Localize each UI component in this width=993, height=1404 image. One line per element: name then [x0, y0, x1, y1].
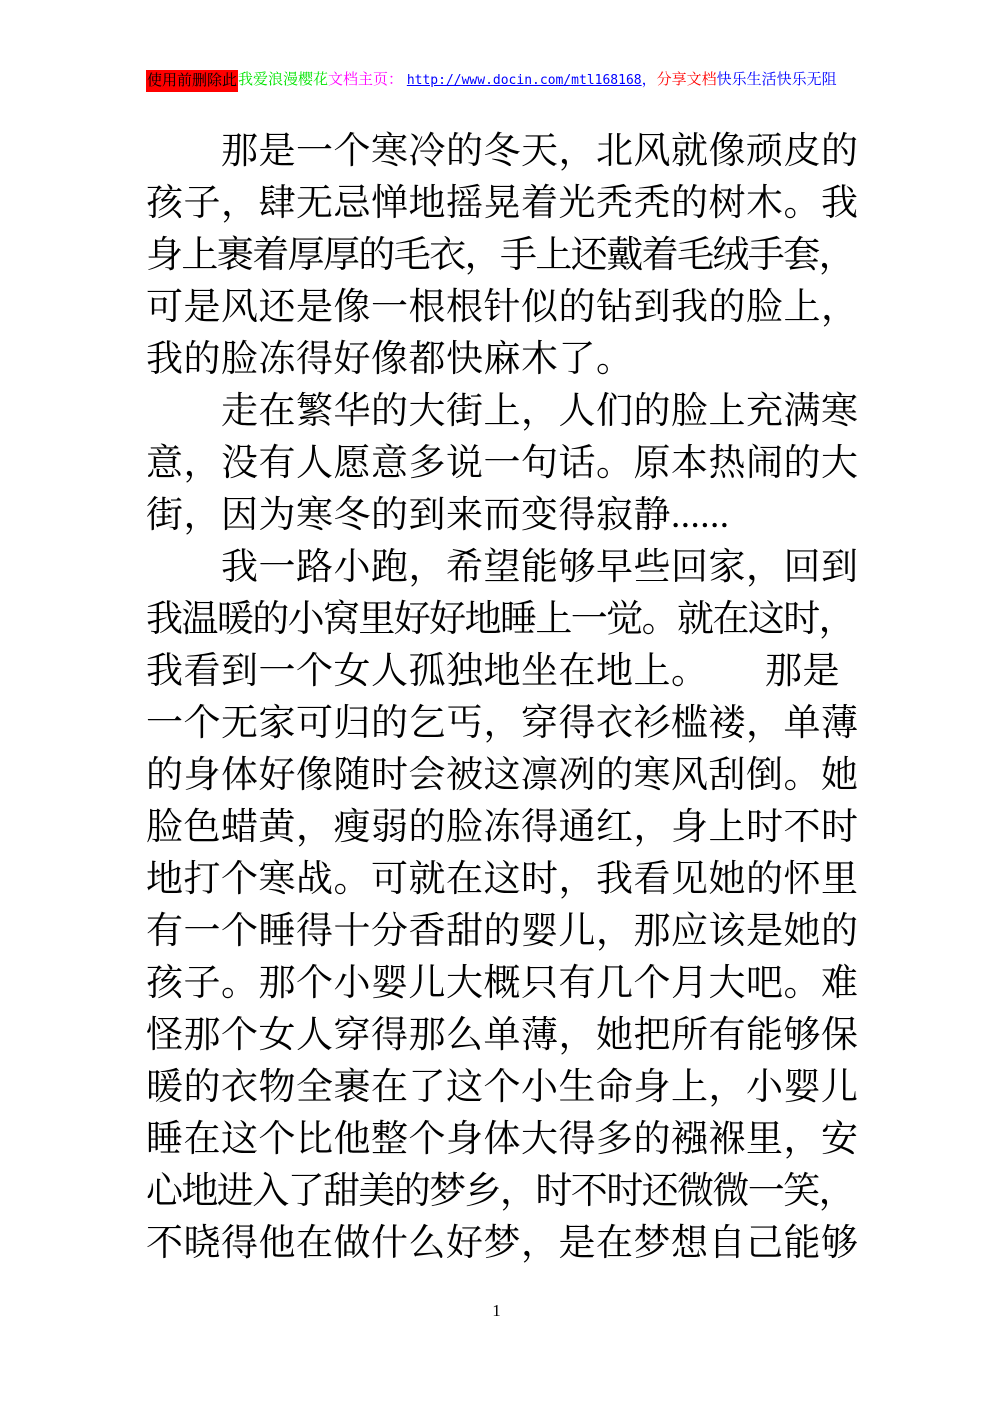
slogan: 快乐生活快乐无阻 [716, 72, 837, 88]
comma-separator: ， [641, 72, 657, 88]
text-line: 意，没有人愿意多说一句话。原本热闹的大 [146, 443, 859, 484]
text-line: 走在繁华的大街上，人们的脸上充满寒 [146, 391, 859, 432]
text-line: 可是风还是像一根根针似的钻到我的脸上， [146, 287, 859, 328]
site-name: 我爱浪漫樱花 [238, 72, 329, 88]
text-line: 街，因为寒冬的到来而变得寂静...... [146, 495, 730, 536]
text-line: 的身体好像随时会被这凛冽的寒风刮倒。她 [146, 755, 859, 796]
text-line: 我看到一个女人孤独地坐在地上。 那是 [146, 651, 840, 692]
text-line: 怪那个女人穿得那么单薄，她把所有能够保 [146, 1015, 859, 1056]
text-line: 孩子，肆无忌惮地摇晃着光秃秃的树木。我 [146, 183, 859, 224]
delete-before-use-notice: 使用前删除此 [146, 70, 238, 92]
text-line: 身上裹着厚厚的毛衣，手上还戴着毛绒手套， [146, 235, 854, 276]
document-body [146, 126, 876, 1270]
homepage-link[interactable]: http://www.docin.com/mtl168168 [406, 73, 642, 88]
text-line: 有一个睡得十分香甜的婴儿，那应该是她的 [146, 911, 859, 952]
text-line: 那是一个寒冷的冬天，北风就像顽皮的 [146, 131, 859, 172]
text-line: 我温暖的小窝里好好地睡上一觉。就在这时， [146, 599, 854, 640]
page-number: 1 [492, 1301, 501, 1320]
header-banner [146, 70, 837, 92]
paragraph-1 [146, 126, 876, 386]
text-line: 不晓得他在做什么好梦，是在梦想自己能够 [146, 1223, 859, 1264]
text-line: 孩子。那个小婴儿大概只有几个月大吧。难 [146, 963, 859, 1004]
paragraph-2 [146, 386, 876, 542]
text-line: 心地进入了甜美的梦乡，时不时还微微一笑， [146, 1171, 854, 1212]
text-line: 我一路小跑，希望能够早些回家，回到 [146, 547, 859, 588]
text-line: 一个无家可归的乞丐，穿得衣衫槛褛，单薄 [146, 703, 859, 744]
paragraph-3 [146, 542, 876, 1270]
text-line: 我的脸冻得好像都快麻木了。 [146, 339, 634, 380]
text-line: 暖的衣物全裹在了这个小生命身上，小婴儿 [146, 1067, 859, 1108]
colon-separator: ： [388, 72, 407, 88]
page-footer [0, 1300, 993, 1322]
text-line: 睡在这个比他整个身体大得多的襁褓里，安 [146, 1119, 859, 1160]
doc-homepage-label: 文档主页 [328, 72, 389, 88]
share-docs-label: 分享文档 [656, 72, 717, 88]
text-line: 地打个寒战。可就在这时，我看见她的怀里 [146, 859, 859, 900]
text-line: 脸色蜡黄，瘦弱的脸冻得通红，身上时不时 [146, 807, 859, 848]
